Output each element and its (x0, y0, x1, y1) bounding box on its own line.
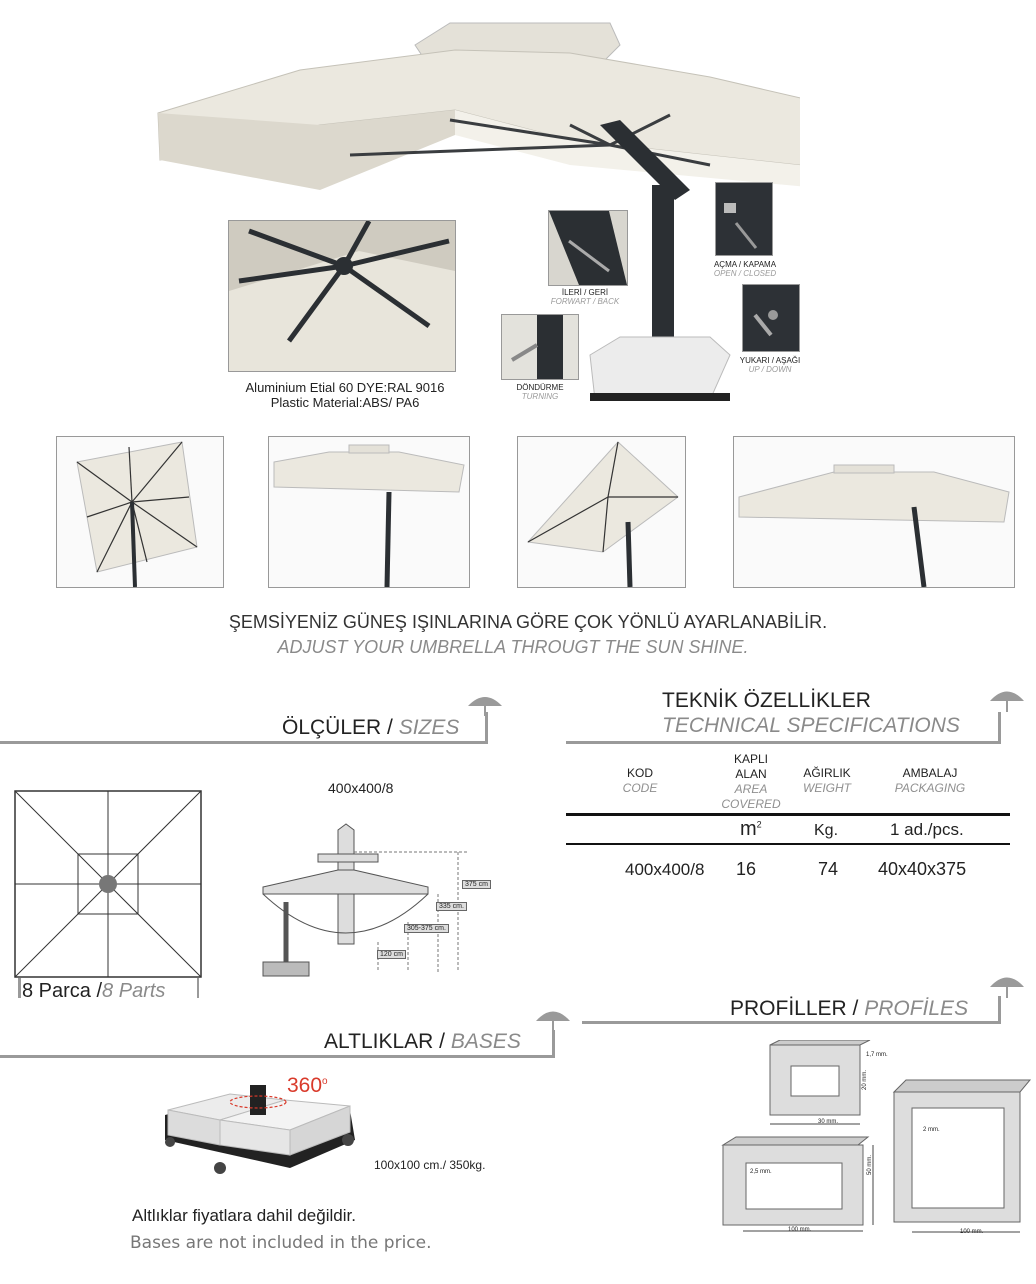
profile-large-drawing (892, 1078, 1032, 1238)
profile-dim-20: 20 mm. (862, 1069, 868, 1090)
profile-dim-50: 50 mm. (867, 1154, 873, 1175)
dim-335: 335 cm. (436, 902, 467, 911)
cell-area: 16 (736, 859, 757, 879)
profiles-title-en: PROFİLES (858, 997, 969, 1020)
dim-375: 375 cm (462, 880, 491, 889)
col-weight: AĞIRLIK WEIGHT (803, 766, 851, 795)
sizes-heading (282, 716, 459, 740)
position-thumb-side (733, 436, 1015, 588)
profile-dim-100-a: 100 mm. (788, 1227, 812, 1233)
cell-code: 400x400/8 (625, 860, 705, 879)
spec-rule-bottom (566, 843, 1010, 845)
profile-dim-1-7: 1,7 mm. (866, 1052, 888, 1058)
dim-120: 120 cm (377, 950, 406, 959)
up-down-detail (742, 284, 800, 352)
rotation-label: 360$^o$ (287, 1074, 328, 1097)
unit-area: $m^2$ (740, 818, 762, 840)
callout-turning: DÖNDÜRME TURNING (516, 383, 564, 401)
parts-underline-right (197, 978, 199, 998)
profiles-title-tr: PROFİLLER / (730, 997, 859, 1020)
forward-back-detail (548, 210, 628, 286)
umbrella-icon (466, 692, 504, 720)
canopy-top-view-diagram (14, 790, 204, 980)
callout-forward-back: İLERİ / GERİ FORWART / BACK (550, 288, 620, 306)
profile-dim-2: 2 mm. (923, 1127, 940, 1133)
bases-heading (324, 1030, 521, 1054)
adjust-slogan-tr: ŞEMSİYENİZ GÜNEŞ IŞINLARINA GÖRE ÇOK YÖNLÜ AYARLANABİLİR. (228, 612, 828, 632)
tech-rule (566, 741, 1001, 744)
dim-305-375: 305-375 cm. (404, 924, 449, 933)
position-thumb-level (268, 436, 470, 588)
bases-note-en: Bases are not included in the price. (130, 1233, 432, 1253)
adjust-slogan (0, 612, 1036, 658)
size-model: 400x400/8 (328, 780, 394, 796)
profile-small-drawing (765, 1040, 875, 1130)
frame-detail-photo (228, 220, 456, 372)
bases-rule (0, 1055, 555, 1058)
spec-rule-top (566, 813, 1010, 816)
sizes-rule (0, 741, 488, 744)
callout-up-down: YUKARI / AŞAĞI UP / DOWN (739, 356, 801, 374)
tech-title-en: TECHNICAL SPECIFICATIONS (662, 714, 960, 737)
bases-title-tr: ALTLIKLAR / (324, 1030, 445, 1053)
adjust-slogan-en: ADJUST YOUR UMBRELLA THROUGT THE SUN SHINE. (277, 637, 749, 657)
profiles-heading (730, 997, 968, 1021)
sizes-title-tr: ÖLÇÜLER / (282, 716, 393, 739)
tech-heading (662, 688, 960, 738)
open-close-detail (715, 182, 773, 256)
col-code: KOD CODE (622, 766, 658, 795)
parts-en: 8 Parts (102, 980, 166, 1002)
col-packaging: AMBALAJ PACKAGING (894, 766, 966, 795)
parts-label (22, 980, 165, 1003)
bases-title-en: BASES (445, 1030, 521, 1053)
tech-title-tr: TEKNİK ÖZELLİKLER (662, 689, 871, 712)
material-spec (205, 380, 485, 410)
tech-rule-end (998, 712, 1001, 744)
bases-note-tr: Altlıklar fiyatlara dahil değildir. (132, 1206, 356, 1225)
turning-detail (501, 314, 579, 380)
unit-weight: Kg. (814, 822, 839, 839)
unit-packaging: 1 ad./pcs. (890, 820, 964, 839)
sizes-title-en: SIZES (392, 716, 460, 739)
position-thumb-tilted (56, 436, 224, 588)
umbrella-icon (988, 686, 1026, 716)
callout-open-close: AÇMA / KAPAMA OPEN / CLOSED (713, 260, 777, 278)
material-line-2: Plastic Material:ABS/ PA6 (270, 395, 420, 410)
base-illustration (160, 1080, 360, 1175)
parts-underline (18, 978, 21, 998)
cell-weight: 74 (818, 859, 839, 879)
profile-dim-30: 30 mm. (818, 1119, 839, 1125)
material-line-1: Aluminium Etial 60 DYE:RAL 9016 (245, 380, 445, 395)
base-spec: 100x100 cm./ 350kg. (374, 1158, 486, 1172)
col-area: KAPLI ALAN AREA COVERED (721, 752, 781, 811)
umbrella-icon (534, 1006, 572, 1036)
umbrella-icon (988, 972, 1026, 1002)
position-thumb-angled (517, 436, 686, 588)
profile-dim-2-5: 2,5 mm. (750, 1169, 772, 1175)
profile-dim-100-b: 100 mm. (960, 1229, 984, 1235)
cell-packaging: 40x40x375 (878, 859, 967, 879)
profiles-rule (582, 1021, 1001, 1024)
parts-tr: 8 Parca / (22, 980, 103, 1002)
degree-icon: o (322, 1076, 328, 1087)
